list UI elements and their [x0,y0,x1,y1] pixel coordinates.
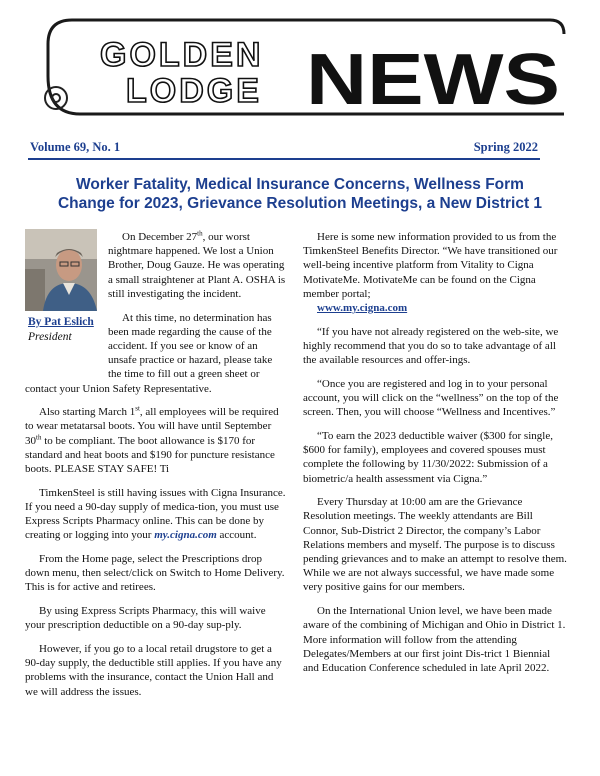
headline-line-2: Change for 2023, Grievance Resolution Meetings, a New District 1 [57,195,543,212]
article-headline [30,175,570,213]
cigna-portal-link[interactable]: www.my.cigna.com [317,302,408,315]
issue-divider [28,158,540,160]
paragraph: TimkenSteel is still having issues with Cigna Insurance. If you need a 90-day supply of medica-tion, you must use Express Scripts Pharmacy online. This can be done by creating or logging into your my.cigna.com account. [25,486,286,542]
author-title: President [28,331,72,343]
cigna-link[interactable]: my.cigna.com [154,529,217,542]
masthead [40,14,570,120]
paragraph: “Once you are registered and log in to your personal account, you will click on the “wellness” on the top of the screen. Then, you will choose “Wellness and Incentives.” [303,377,559,419]
paragraph: Also starting March 1st, all employees will be required to wear metatarsal boots. You will have until September 30th to be compliant. The boot allowance is $170 for standard and heat boots and $190 for puncture resistance boots. PLEASE STAY SAFE! Ti [25,404,279,476]
masthead-lodge: LODGE [126,72,262,110]
masthead-golden: GOLDEN [100,36,264,74]
volume-number: Volume 69, No. 1 [30,140,121,154]
paragraph: By using Express Scripts Pharmacy, this will waive your prescription deductible on a 90-day sup-ply. [25,605,266,632]
headline-line-1: Worker Fatality, Medical Insurance Concerns, Wellness Form [76,176,524,193]
paragraph: “To earn the 2023 deductible waiver ($300 for single, $600 for family), employees and covered spouses must complete the following by 11/30/2022: Submission of a biometric/a health assessment via Cigna.” [303,429,553,485]
paragraph: Here is some new information provided to us from the TimkenSteel Benefits Director. “We have transitioned our well-being incentive platform from Vitality to Cigna MotivateMe. MotivateMe can be found on the Cigna member portal; [303,231,558,300]
paragraph: From the Home page, select the Prescriptions drop down menu, then select/click on Switch to Home Delivery. This is for active and retirees. [25,553,285,594]
paragraph: At this time, no determination has been made regarding the cause of the accident. If you see or know of an unsafe practice or hazard, please take the time to fill out a green sheet or contact your Union Safety Representative. [25,311,273,395]
paragraph: However, if you go to a local retail drugstore to get a 90-day supply, the deductible still applies. If you have any problems with the insurance, contact the Union Hall and we will address the issues. [25,643,282,698]
union-seal-icon [44,86,68,110]
issue-bar [28,140,540,158]
issue-date: Spring 2022 [473,140,538,154]
masthead-frame [40,14,570,120]
author-name: By Pat Eslich [28,316,94,328]
paragraph: “If you have not already registered on the web-site, we highly recommend that you do so to take advantage of all the available resources and offer-ings. [303,325,559,367]
column-right [303,230,568,685]
masthead-news: NEWS [306,40,560,120]
paragraph: On December 27th, our worst nightmare happened. We lost a Union Brother, Doug Gauze. He was operating a small straightener at Plant A. OSHA is still investigating the incident. [108,229,286,300]
paragraph: On the International Union level, we have been made aware of the combining of Michigan and Ohio in District 1. More information will follow from the attending Delegates/Members at our first joint Dis-trict 1 Biennial and Education Conference scheduled in late April 2022. [303,605,566,674]
paragraph: Every Thursday at 10:00 am are the Grievance Resolution meetings. The weekly attendants are Bill Connor, Sub-District 2 Director, the company’s Labor Relations members and myself. The purpose is to discuss pending grievances and to make an attempt to resolve them. While we are not always successful, we have made some very positive gains for our members. [303,496,567,594]
column-left [25,230,287,708]
